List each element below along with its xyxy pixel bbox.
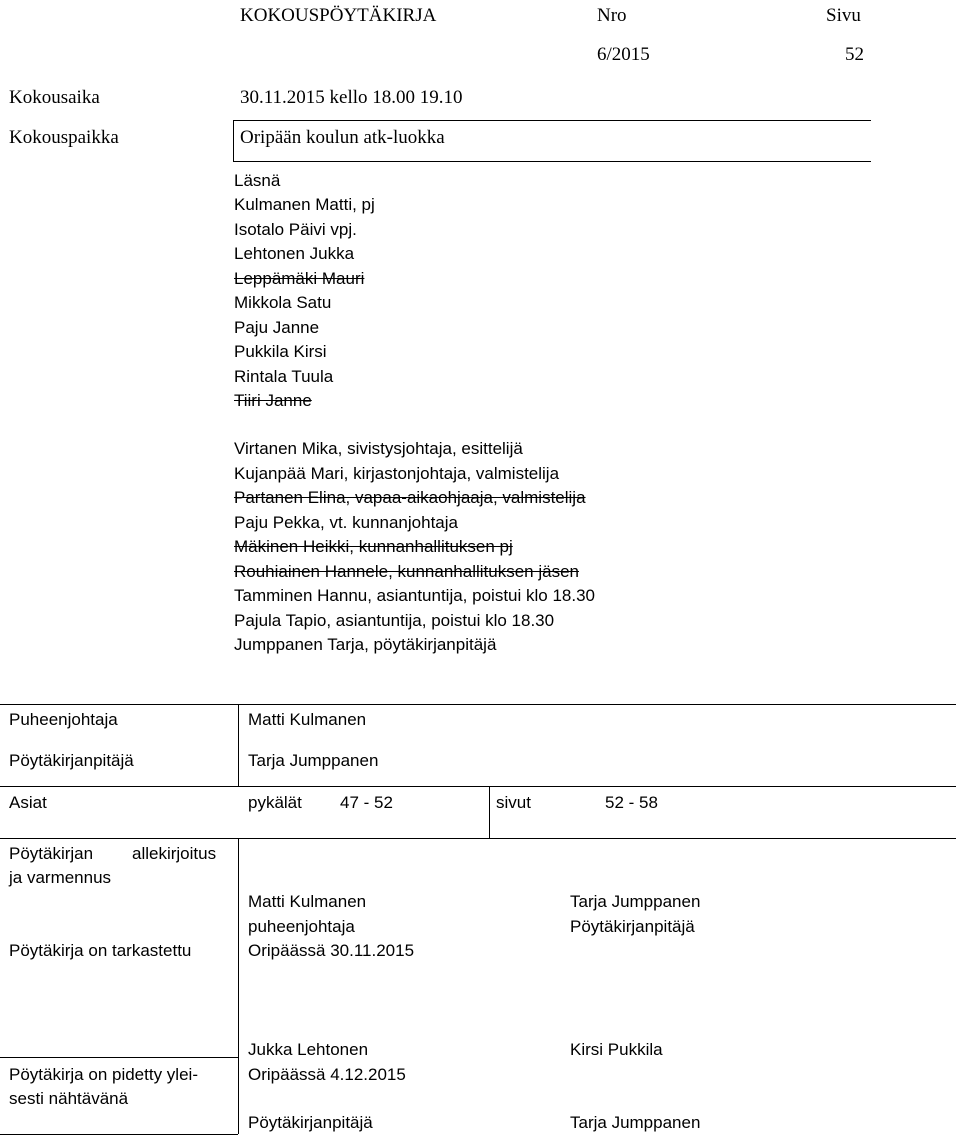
present-person: Partanen Elina, vapaa-aikaohjaaja, valmistelija bbox=[234, 488, 586, 507]
divider bbox=[0, 786, 956, 787]
divider bbox=[0, 838, 956, 839]
nro-value: 6/2015 bbox=[597, 44, 650, 65]
sections-label: pykälät bbox=[248, 793, 302, 812]
divider bbox=[0, 704, 956, 705]
divider bbox=[233, 120, 234, 162]
public-label-line1: Pöytäkirja on pidetty ylei- bbox=[9, 1065, 198, 1084]
divider bbox=[0, 1057, 238, 1058]
divider bbox=[489, 786, 490, 838]
sivu-label: Sivu bbox=[826, 5, 861, 26]
present-person: Tiiri Janne bbox=[234, 391, 312, 410]
checker2-name: Kirsi Pukkila bbox=[570, 1040, 663, 1059]
present-person: Lehtonen Jukka bbox=[234, 244, 355, 263]
present-person: Rouhiainen Hannele, kunnanhallituksen jäsen bbox=[234, 561, 579, 581]
signer2-role: Pöytäkirjanpitäjä bbox=[570, 917, 695, 936]
present-person: Paju Janne bbox=[234, 317, 320, 337]
pages-label: sivut bbox=[496, 793, 531, 812]
present-person: Mäkinen Heikki, kunnanhallituksen pj bbox=[234, 537, 513, 556]
signing-label-word2: allekirjoitus bbox=[132, 844, 217, 863]
sivu-value: 52 bbox=[845, 44, 864, 65]
present-heading: Läsnä bbox=[234, 171, 281, 190]
signing-label-line2: ja varmennus bbox=[9, 868, 112, 887]
secretary-label: Pöytäkirjanpitäjä bbox=[9, 751, 134, 770]
divider bbox=[0, 1134, 238, 1135]
present-person: Mikkola Satu bbox=[234, 293, 332, 312]
items-label: Asiat bbox=[9, 793, 47, 812]
checked-label: Pöytäkirja on tarkastettu bbox=[9, 941, 192, 960]
chair-label: Puheenjohtaja bbox=[9, 710, 118, 729]
checker1-name: Jukka Lehtonen bbox=[248, 1040, 369, 1059]
signing-label-word1: Pöytäkirjan bbox=[9, 844, 94, 863]
public-name: Tarja Jumppanen bbox=[570, 1113, 701, 1132]
meeting-time-value: 30.11.2015 kello 18.00 19.10 bbox=[240, 87, 463, 108]
nro-label: Nro bbox=[597, 5, 627, 26]
public-place-date: Oripäässä 4.12.2015 bbox=[248, 1065, 406, 1084]
pages-value: 52 - 58 bbox=[605, 793, 658, 812]
present-person: Leppämäki Mauri bbox=[234, 268, 365, 288]
meeting-place-label: Kokouspaikka bbox=[9, 127, 119, 148]
secretary-name: Tarja Jumppanen bbox=[248, 751, 379, 770]
signer1-name: Matti Kulmanen bbox=[248, 892, 367, 911]
present-person: Pajula Tapio, asiantuntija, poistui klo 18.30 bbox=[234, 610, 555, 630]
signer1-role: puheenjohtaja bbox=[248, 917, 355, 936]
document-title: KOKOUSPÖYTÄKIRJA bbox=[240, 5, 437, 26]
present-person: Isotalo Päivi vpj. bbox=[234, 219, 357, 239]
present-person: Kujanpää Mari, kirjastonjohtaja, valmistelija bbox=[234, 463, 560, 483]
meeting-place-value: Oripään koulun atk-luokka bbox=[240, 127, 445, 148]
divider bbox=[238, 838, 239, 1134]
public-role: Pöytäkirjanpitäjä bbox=[248, 1113, 373, 1132]
signer2-name: Tarja Jumppanen bbox=[570, 892, 701, 911]
divider bbox=[233, 120, 871, 121]
present-person: Virtanen Mika, sivistysjohtaja, esittelijä bbox=[234, 439, 523, 458]
divider bbox=[233, 161, 871, 162]
present-person: Paju Pekka, vt. kunnanjohtaja bbox=[234, 512, 458, 532]
present-person: Kulmanen Matti, pj bbox=[234, 195, 375, 214]
present-person: Tamminen Hannu, asiantuntija, poistui klo 18.30 bbox=[234, 586, 595, 605]
meeting-time-label: Kokousaika bbox=[9, 87, 100, 108]
public-label-line2: sesti nähtävänä bbox=[9, 1089, 129, 1108]
present-person: Rintala Tuula bbox=[234, 366, 334, 386]
checked-value: Oripäässä 30.11.2015 bbox=[248, 941, 415, 960]
sections-value: 47 - 52 bbox=[340, 793, 393, 812]
present-person: Jumppanen Tarja, pöytäkirjanpitäjä bbox=[234, 635, 497, 654]
chair-name: Matti Kulmanen bbox=[248, 710, 367, 729]
divider bbox=[238, 704, 239, 786]
present-person: Pukkila Kirsi bbox=[234, 342, 327, 361]
